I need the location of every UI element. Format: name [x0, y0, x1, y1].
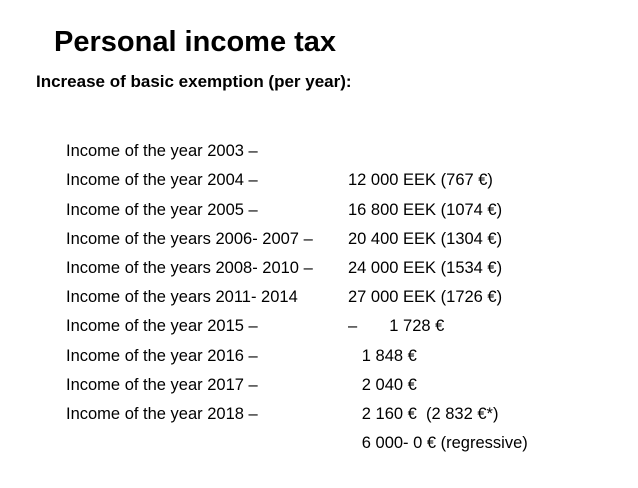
exemption-value: 6 000- 0 € (regressive): [348, 434, 528, 453]
exemption-value: 2 040 €: [348, 375, 417, 394]
exemption-value: 20 400 EEK (1304 €): [348, 229, 503, 248]
income-period-label: Income of the year 2003 –: [66, 142, 258, 161]
income-period-label: Income of the year 2016 –: [66, 346, 258, 365]
exemption-value: 12 000 EEK (767 €): [348, 171, 493, 190]
exemption-value: 27 000 EEK (1726 €): [348, 288, 503, 307]
income-period-label: Income of the years 2011- 2014: [66, 288, 298, 307]
exemption-value: 16 800 EEK (1074 €): [348, 200, 503, 219]
income-period-label: Income of the year 2005 –: [66, 200, 258, 219]
exemption-value: 1 848 €: [348, 346, 417, 365]
income-period-label: Income of the year 2015 –: [66, 317, 258, 336]
exemption-value: 2 160 € (2 832 €*): [348, 404, 499, 423]
income-period-label: Income of the year 2017 –: [66, 375, 258, 394]
exemption-value: 24 000 EEK (1534 €): [348, 258, 503, 277]
exemption-list: [0, 108, 638, 453]
section-subtitle: Increase of basic exemption (per year):: [36, 72, 352, 91]
page-title: Personal income tax: [54, 26, 337, 58]
income-period-label: Income of the year 2004 –: [66, 171, 258, 190]
income-period-label: Income of the year 2018 –: [66, 404, 258, 423]
income-period-label: Income of the years 2006- 2007 –: [66, 229, 313, 248]
exemption-value: – 1 728 €: [348, 317, 445, 336]
income-period-label: Income of the years 2008- 2010 –: [66, 258, 313, 277]
